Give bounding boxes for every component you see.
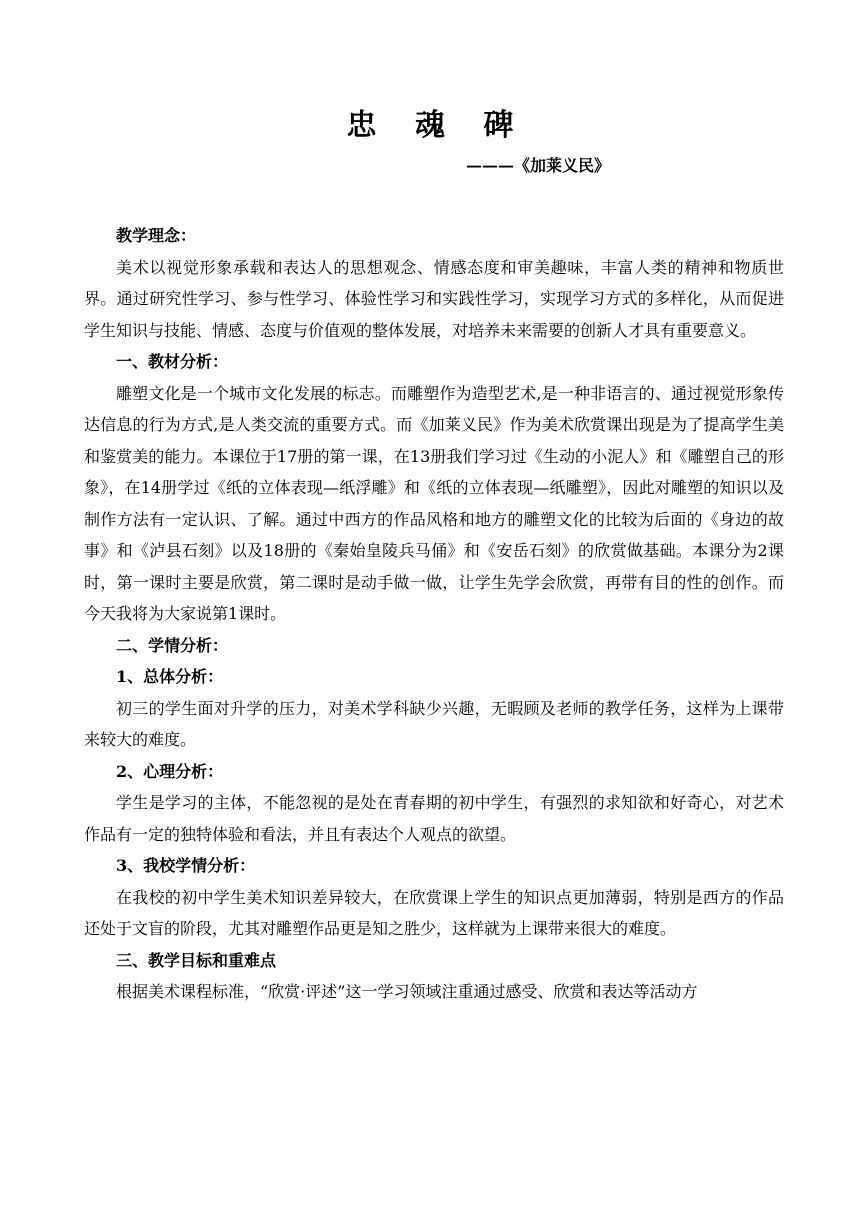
paragraph-school-analysis: 在我校的初中学生美术知识差异较大，在欣赏课上学生的知识点更加薄弱，特别是西方的作品还处于文盲的阶段，尤其对雕塑作品更是知之胜少，这样就为上课带来很大的难度。 [84, 887, 784, 938]
heading-school-analysis: 3、我校学情分析： [116, 856, 256, 875]
heading-teaching-goals: 三、教学目标和重难点 [116, 950, 277, 970]
heading-teaching-philosophy: 教学理念： [116, 226, 197, 245]
heading-overall-analysis: 1、总体分析： [116, 667, 224, 686]
document-body [84, 220, 784, 1008]
document-title: 忠 魂 碑 [346, 108, 528, 143]
heading-textbook-analysis: 一、教材分析： [116, 352, 229, 371]
paragraph-teaching-philosophy: 美术以视觉形象承载和表达人的思想观念、情感态度和审美趣味，丰富人类的精神和物质世界。通过研究性学习、参与性学习、体验性学习和实践性学习，实现学习方式的多样化，从而促进学生知识与技能、情感、态度与价值观的整体发展，对培养未来需要的创新人才具有重要意义。 [84, 257, 784, 340]
document-subtitle: ———《加莱义民》 [466, 156, 611, 175]
paragraph-overall-analysis: 初三的学生面对升学的压力，对美术学科缺少兴趣，无暇顾及老师的教学任务，这样为上课带来较大的难度。 [84, 698, 784, 749]
paragraph-textbook-analysis: 雕塑文化是一个城市文化发展的标志。而雕塑作为造型艺术,是一种非语言的、通过视觉形象传达信息的行为方式,是人类交流的重要方式。而《加莱义民》作为美术欣赏课出现是为了提高学生美和鉴赏美的能力。本课位于17册的第一课，在13册我们学习过《生动的小泥人》和《雕塑自己的形象》，在14册学过《纸的立体表现—纸浮雕》和《纸的立体表现—纸雕塑》，因此对雕塑的知识以及制作方法有一定认识、了解。通过中西方的作品风格和地方的雕塑文化的比较为后面的《身边的故事》和《泸县石刻》以及18册的《秦始皇陵兵马俑》和《安岳石刻》的欣赏做基础。本课分为2课时，第一课时主要是欣赏，第二课时是动手做一做，让学生先学会欣赏，再带有目的性的创作。而今天我将为大家说第1课时。 [84, 383, 784, 623]
heading-student-analysis: 二、学情分析： [116, 635, 229, 655]
paragraph-teaching-goals: 根据美术课程标准，“欣赏·评述”这一学习领域注重通过感受、欣赏和表达等活动方 [116, 982, 698, 1001]
paragraph-psychological-analysis: 学生是学习的主体，不能忽视的是处在青春期的初中学生，有强烈的求知欲和好奇心，对艺术作品有一定的独特体验和看法，并且有表达个人观点的欲望。 [84, 793, 784, 844]
heading-psychological-analysis: 2、心理分析： [116, 761, 224, 781]
